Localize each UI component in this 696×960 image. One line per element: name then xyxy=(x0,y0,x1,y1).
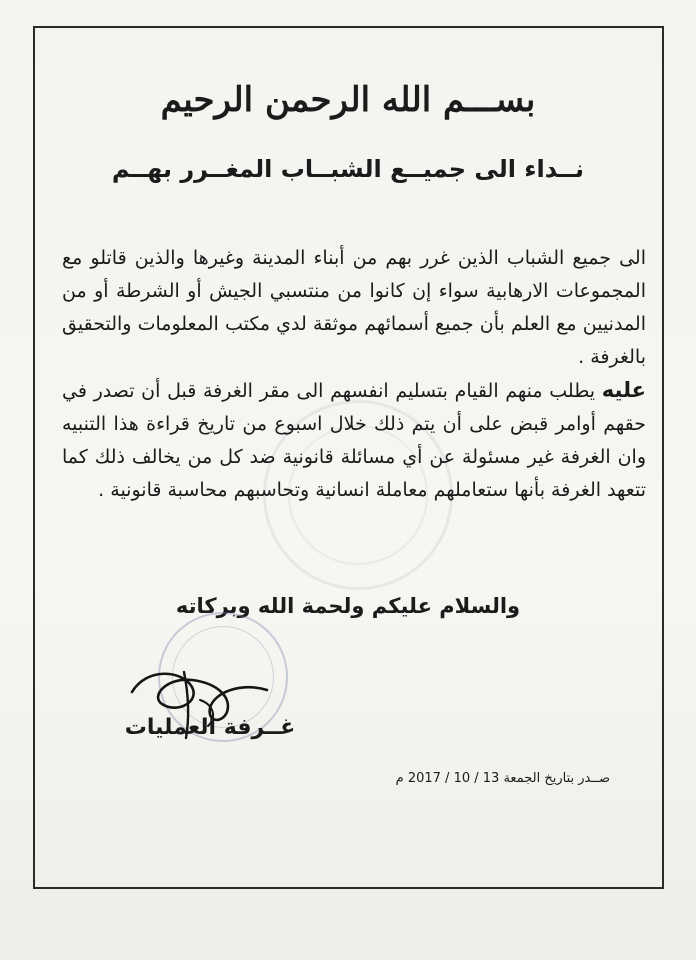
paragraph-2 xyxy=(62,374,646,507)
paragraph-2-text: يطلب منهم القيام بتسليم انفسهم الى مقر الغرفة قبل أن تصدر في حقهم أوامر قبض على أن يتم ذلك خلال اسبوع من تاريخ قراءة هذا التنبيه وان الغرفة غير مسئولة عن أي مسائلة قانونية ضد كل من يخالف ذلك كما تتعهد الغرفة بأنها ستعاملهم معاملة انسانية وتحاسبهم محاسبة قانونية . xyxy=(62,380,646,501)
document-body xyxy=(62,242,646,507)
signatory-name: غــرفة العمليات xyxy=(124,715,296,740)
paragraph-2-lead-word: عليه xyxy=(601,378,646,402)
closing-greeting: والسلام عليكم ولحمة الله وبركاته xyxy=(175,594,521,618)
document-title: نــداء الى جميــع الشبــاب المغــرر بهــم xyxy=(111,155,585,183)
paragraph-1: الى جميع الشباب الذين غرر بهم من أبناء المدينة وغيرها والذين قاتلو مع المجموعات الارهابية سواء إن كانوا من منتسبي الجيش أو الشرطة أو من المدنيين مع العلم بأن جميع أسمائهم موثقة لدي مكتب المعلومات والتحقيق بالغرفة . xyxy=(62,247,646,368)
basmala-heading: بســـم الله الرحمن الرحيم xyxy=(160,80,536,120)
issue-date: صــدر بتاريخ الجمعة 13 / 10 / 2017 م xyxy=(395,771,610,786)
